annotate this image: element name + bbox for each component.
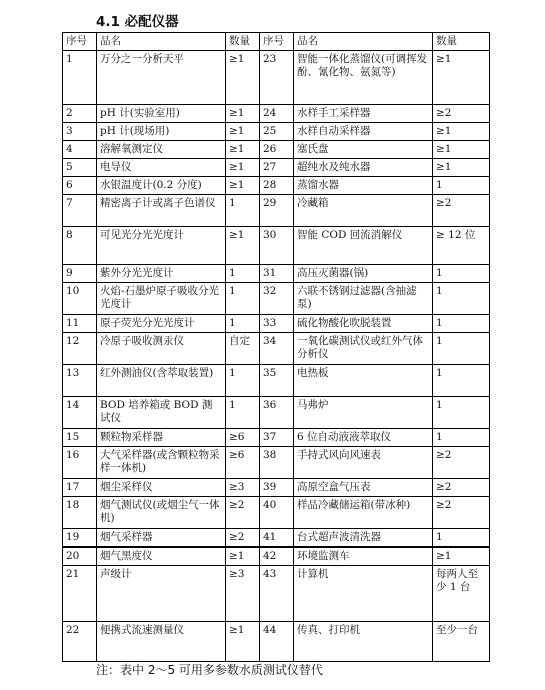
cell-name1: 烟气采样器 [97, 529, 226, 547]
cell-no2: 31 [260, 265, 294, 283]
cell-no1: 15 [63, 429, 97, 447]
cell-no1: 7 [63, 195, 97, 227]
cell-name1: 冷原子吸收测汞仪 [97, 333, 226, 365]
cell-qty1: ≥3 [226, 566, 260, 622]
table-header-row [63, 33, 490, 51]
cell-qty1: 1 [226, 265, 260, 283]
cell-no2: 26 [260, 141, 294, 159]
cell-no2: 33 [260, 315, 294, 333]
cell-no2: 32 [260, 283, 294, 315]
cell-qty1: ≥6 [226, 447, 260, 479]
cell-qty1: ≥2 [226, 497, 260, 529]
cell-name2: 冷藏箱 [294, 195, 433, 227]
cell-no2: 38 [260, 447, 294, 479]
cell-name2: 蒸馏水器 [294, 177, 433, 195]
cell-qty1: 1 [226, 397, 260, 429]
cell-qty2: 1 [433, 315, 490, 333]
cell-name1: 颗粒物采样器 [97, 429, 226, 447]
cell-no1: 9 [63, 265, 97, 283]
cell-no1: 18 [63, 497, 97, 529]
cell-qty2: ≥1 [433, 141, 490, 159]
cell-qty1: ≥1 [226, 51, 260, 105]
cell-name1: 红外测油仪(含萃取装置) [97, 365, 226, 397]
cell-name2: 水样自动采样器 [294, 123, 433, 141]
cell-name1: 电导仪 [97, 159, 226, 177]
table-note: 注：表中 2～5 可用多参数水质测试仪替代 [96, 663, 323, 677]
cell-no1: 4 [63, 141, 97, 159]
cell-qty1: ≥1 [226, 159, 260, 177]
cell-no2: 28 [260, 177, 294, 195]
cell-name2: 六联不锈钢过滤器(含抽滤泵) [294, 283, 433, 315]
cell-name1: 水银温度计(0.2 分度) [97, 177, 226, 195]
cell-name1: 火焰-石墨炉原子吸收分光光度计 [97, 283, 226, 315]
cell-name1: 原子荧光分光光度计 [97, 315, 226, 333]
cell-qty1: ≥1 [226, 227, 260, 265]
cell-no1: 16 [63, 447, 97, 479]
cell-no2: 37 [260, 429, 294, 447]
cell-no1: 21 [63, 566, 97, 622]
cell-name2: 台式超声波清洗器 [294, 529, 433, 547]
instrument-table [62, 32, 490, 547]
cell-no2: 41 [260, 529, 294, 547]
cell-no1: 8 [63, 227, 97, 265]
section-heading: 4.1 必配仪器 [96, 14, 179, 30]
cell-name2: 水样手工采样器 [294, 105, 433, 123]
cell-no1: 12 [63, 333, 97, 365]
table-row [63, 548, 490, 566]
cell-qty2: ≥ 12 位 [433, 227, 490, 265]
header-no-right: 序号 [260, 33, 294, 51]
cell-name1: BOD 培养箱或 BOD 测试仪 [97, 397, 226, 429]
header-name-right: 品名 [294, 33, 433, 51]
cell-name2: 智能一体化蒸馏仪(可调挥发酚、氰化物、氨氮等) [294, 51, 433, 105]
table-row [63, 566, 490, 622]
cell-no2: 30 [260, 227, 294, 265]
cell-qty1: ≥1 [226, 177, 260, 195]
cell-name2: 手持式风向风速表 [294, 447, 433, 479]
header-qty-right: 数量 [433, 33, 490, 51]
cell-name1: 紫外分光光度计 [97, 265, 226, 283]
table-row [63, 123, 490, 141]
table-row [63, 479, 490, 497]
cell-no1: 2 [63, 105, 97, 123]
cell-no1: 22 [63, 622, 97, 662]
cell-qty2: 1 [433, 429, 490, 447]
cell-qty1: 1 [226, 283, 260, 315]
cell-qty1: ≥1 [226, 141, 260, 159]
cell-name2: 高压灭菌器(锅) [294, 265, 433, 283]
cell-name1: 可见光分光光度计 [97, 227, 226, 265]
cell-qty1: ≥6 [226, 429, 260, 447]
cell-qty2: ≥1 [433, 123, 490, 141]
cell-qty2: 1 [433, 397, 490, 429]
cell-name2: 智能 COD 回流消解仪 [294, 227, 433, 265]
cell-no1: 17 [63, 479, 97, 497]
cell-qty1: ≥3 [226, 479, 260, 497]
cell-no2: 42 [260, 548, 294, 566]
cell-name2: 超纯水及纯水器 [294, 159, 433, 177]
table-row [63, 141, 490, 159]
cell-name1: pH 计(实验室用) [97, 105, 226, 123]
cell-no2: 23 [260, 51, 294, 105]
cell-no1: 1 [63, 51, 97, 105]
header-no-left: 序号 [63, 33, 97, 51]
cell-name1: 溶解氧测定仪 [97, 141, 226, 159]
cell-name2: 塞氏盘 [294, 141, 433, 159]
table-row [63, 177, 490, 195]
cell-qty1: ≥1 [226, 622, 260, 662]
cell-name2: 硫化物酸化吹脱装置 [294, 315, 433, 333]
cell-name1: 大气采样器(或含颗粒物采样一体机) [97, 447, 226, 479]
cell-qty2: 至少一台 [433, 622, 490, 662]
cell-qty2: ≥1 [433, 548, 490, 566]
cell-qty2: ≥2 [433, 497, 490, 529]
cell-name2: 电热板 [294, 365, 433, 397]
cell-name1: 万分之一分析天平 [97, 51, 226, 105]
cell-qty2: ≥1 [433, 51, 490, 105]
table-row [63, 333, 490, 365]
cell-qty1: 1 [226, 195, 260, 227]
table-row [63, 622, 490, 662]
table-row [63, 365, 490, 397]
cell-name1: 声级计 [97, 566, 226, 622]
cell-no2: 36 [260, 397, 294, 429]
cell-qty2: 1 [433, 283, 490, 315]
cell-name1: 烟气黑度仪 [97, 548, 226, 566]
cell-name2: 传真、打印机 [294, 622, 433, 662]
cell-no1: 19 [63, 529, 97, 547]
cell-name2: 6 位自动液液萃取仪 [294, 429, 433, 447]
cell-qty1: ≥1 [226, 123, 260, 141]
cell-qty2: 1 [433, 265, 490, 283]
cell-no2: 34 [260, 333, 294, 365]
cell-name1: 便携式流速测量仪 [97, 622, 226, 662]
header-name-left: 品名 [97, 33, 226, 51]
cell-qty2: ≥2 [433, 195, 490, 227]
cell-no2: 24 [260, 105, 294, 123]
cell-no2: 25 [260, 123, 294, 141]
cell-no2: 39 [260, 479, 294, 497]
table-row [63, 529, 490, 547]
cell-no2: 43 [260, 566, 294, 622]
cell-name1: 烟气测试仪(或烟尘气一体机) [97, 497, 226, 529]
cell-no1: 10 [63, 283, 97, 315]
table-row [63, 283, 490, 315]
table-row [63, 315, 490, 333]
table-row [63, 447, 490, 479]
table-row [63, 227, 490, 265]
cell-qty1: 1 [226, 315, 260, 333]
table-row [63, 51, 490, 105]
cell-qty2: ≥2 [433, 105, 490, 123]
table-row [63, 397, 490, 429]
cell-qty2: 每两人至少 1 台 [433, 566, 490, 622]
cell-no1: 14 [63, 397, 97, 429]
cell-qty2: 1 [433, 333, 490, 365]
cell-name2: 样品冷藏储运箱(带冰种) [294, 497, 433, 529]
cell-name2: 马弗炉 [294, 397, 433, 429]
cell-qty1: 自定 [226, 333, 260, 365]
cell-name2: 计算机 [294, 566, 433, 622]
cell-no1: 5 [63, 159, 97, 177]
cell-qty2: ≥2 [433, 479, 490, 497]
table-row [63, 105, 490, 123]
cell-name2: 一氧化碳测试仪或红外气体分析仪 [294, 333, 433, 365]
table-row [63, 159, 490, 177]
cell-qty2: ≥1 [433, 159, 490, 177]
table-row [63, 265, 490, 283]
table-row [63, 429, 490, 447]
cell-name1: pH 计(现场用) [97, 123, 226, 141]
table-row [63, 497, 490, 529]
cell-no2: 40 [260, 497, 294, 529]
cell-no1: 6 [63, 177, 97, 195]
table-row [63, 195, 490, 227]
cell-name2: 环境监测车 [294, 548, 433, 566]
cell-qty1: ≥2 [226, 529, 260, 547]
cell-no2: 27 [260, 159, 294, 177]
cell-no2: 29 [260, 195, 294, 227]
cell-qty2: 1 [433, 365, 490, 397]
cell-qty2: ≥2 [433, 447, 490, 479]
cell-name1: 精密离子计或离子色谱仪 [97, 195, 226, 227]
cell-qty2: 1 [433, 177, 490, 195]
cell-no2: 44 [260, 622, 294, 662]
cell-no1: 13 [63, 365, 97, 397]
cell-no2: 35 [260, 365, 294, 397]
cell-qty1: ≥1 [226, 105, 260, 123]
cell-no1: 11 [63, 315, 97, 333]
header-qty-left: 数量 [226, 33, 260, 51]
cell-qty2: 1 [433, 529, 490, 547]
instrument-table-continued [62, 547, 490, 662]
cell-qty1: ≥1 [226, 548, 260, 566]
cell-name2: 高原空盒气压表 [294, 479, 433, 497]
cell-no1: 3 [63, 123, 97, 141]
cell-qty1: 1 [226, 365, 260, 397]
cell-no1: 20 [63, 548, 97, 566]
cell-name1: 烟尘采样仪 [97, 479, 226, 497]
